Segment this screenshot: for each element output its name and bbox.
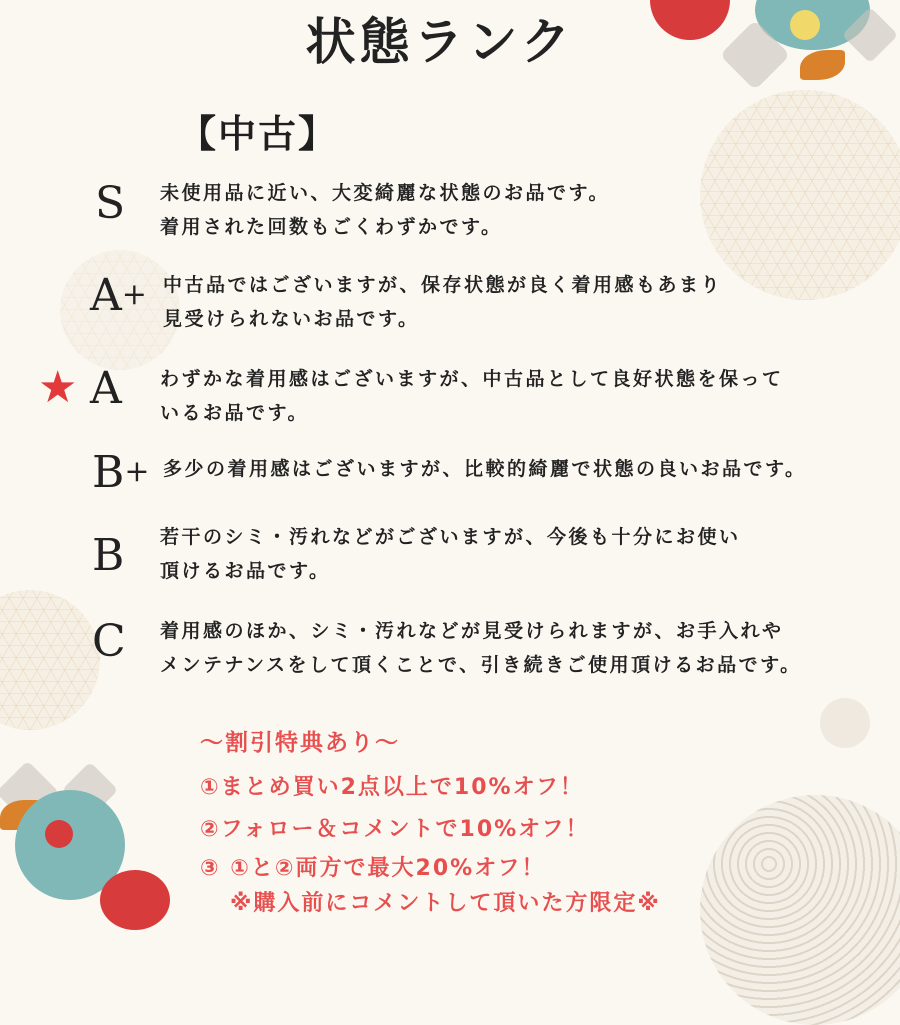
discount-item: ※購入前にコメントして頂いた方限定※ (230, 891, 661, 916)
rank-description: 中古品ではございますが、保存状態が良く着用感もあまり 見受けられないお品です。 (163, 274, 723, 330)
discount-item: ①まとめ買い2点以上で10%オフ！ (200, 775, 584, 800)
pattern-circle-right (700, 90, 900, 300)
discount-item: ②フォロー＆コメントで10%オフ！ (200, 817, 590, 842)
rank-label: A (90, 363, 122, 414)
star-icon: ★ (38, 362, 78, 413)
rank-description: 多少の着用感はございますが、比較的綺麗で状態の良いお品です。 (163, 458, 807, 480)
rank-label: B+ (92, 447, 150, 498)
pattern-circle-left-bottom (0, 590, 100, 730)
rank-description: 若干のシミ・汚れなどがございますが、今後も十分にお使い 頂けるお品です。 (160, 526, 741, 582)
rank-label: A+ (90, 270, 147, 321)
page-title: 状態ランク (305, 12, 575, 71)
rank-label: S (95, 178, 126, 229)
wave-circle-decoration (700, 795, 900, 1025)
discount-item: ③ ①と②両方で最大20%オフ！ (200, 856, 546, 881)
rank-label: B (92, 530, 125, 581)
small-circle-decoration (820, 698, 870, 748)
rank-description: 未使用品に近い、大変綺麗な状態のお品です。 着用された回数もごくわずかです。 (160, 182, 610, 238)
rank-description: 着用感のほか、シミ・汚れなどが見受けられますが、お手入れや メンテナンスをして頂くことで、引き続きご使用頂けるお品です。 (160, 620, 802, 676)
section-title-used: 【中古】 (178, 111, 339, 156)
discount-heading: ～割引特典あり～ (200, 730, 400, 756)
rank-label: C (92, 616, 126, 667)
rank-description: わずかな着用感はございますが、中古品として良好状態を保って いるお品です。 (160, 368, 784, 424)
